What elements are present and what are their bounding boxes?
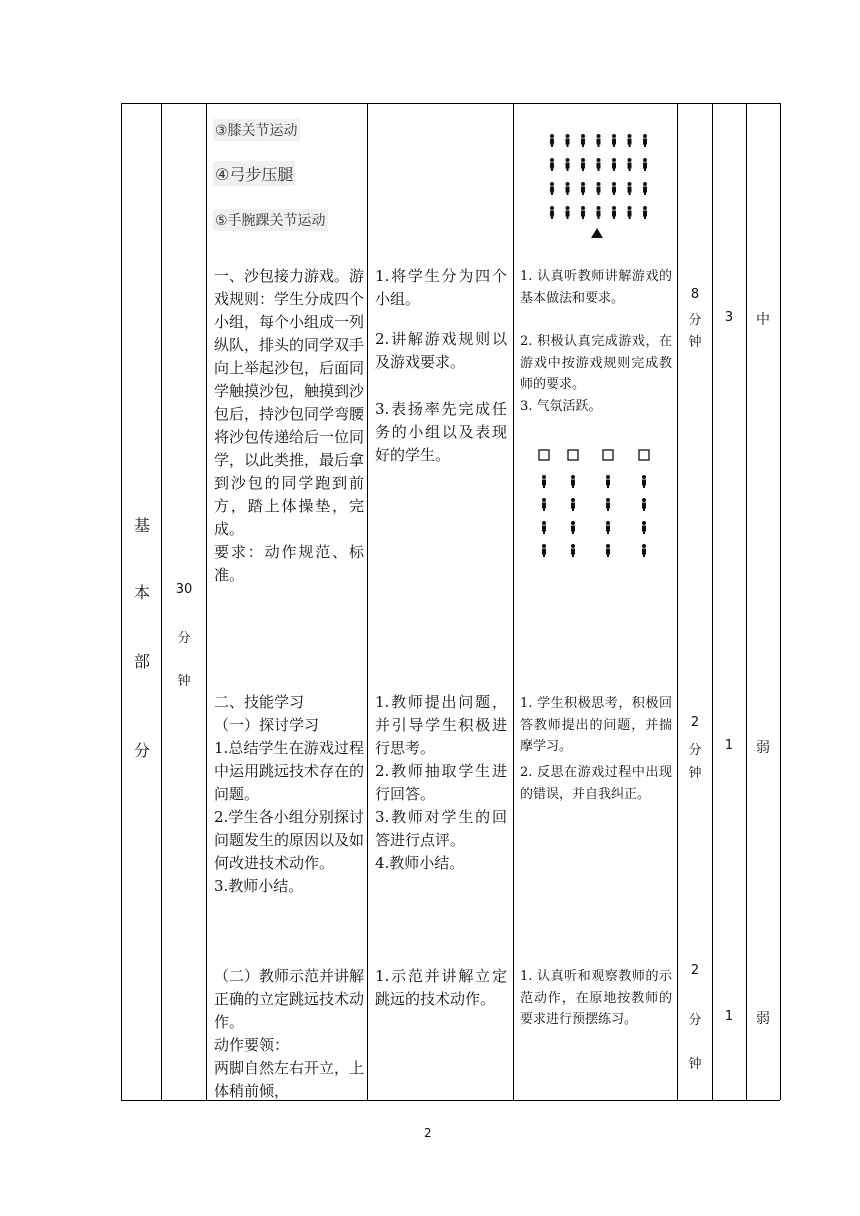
row-intensity: 中 (756, 312, 770, 328)
person-icon (628, 206, 632, 219)
teacher-activity: 2.教师抽取学生进行回答。 (375, 762, 507, 803)
person-icon (571, 475, 575, 488)
person-icon (597, 206, 601, 219)
square-icon (539, 450, 549, 460)
table-divider (746, 103, 747, 1100)
section-time-unit: 分 (177, 631, 191, 646)
student-activity: 1. 认真听教师讲解游戏的基本做法和要求。 (520, 269, 672, 306)
table-border-right (780, 103, 781, 1100)
student-activity: 2. 积极认真完成游戏，在游戏中按游戏规则完成教师的要求。 (520, 334, 672, 392)
teacher-activity: 1.将学生分为四个小组。 (375, 267, 507, 308)
person-icon (628, 134, 632, 147)
person-icon (581, 206, 585, 219)
person-icon (597, 182, 601, 195)
page-number: 2 (424, 1126, 432, 1140)
person-icon (643, 206, 647, 219)
row-content: （二）教师示范并讲解正确的立定跳远技术动作。 动作要领： 两脚自然左右开立，上体稍前倾， (214, 967, 365, 1100)
square-icon (639, 450, 649, 460)
person-icon (550, 206, 554, 219)
table-border-top (121, 103, 780, 104)
person-icon (571, 521, 575, 534)
row-count: 1 (724, 1009, 734, 1024)
row-intensity: 弱 (756, 1011, 770, 1027)
person-icon (581, 134, 585, 147)
row-time-number: 2 (690, 715, 700, 730)
student-activity: 3. 气氛活跃。 (520, 399, 602, 414)
section-label-char: 本 (134, 583, 151, 602)
person-icon (550, 182, 554, 195)
table-divider (513, 103, 514, 1100)
person-icon (550, 134, 554, 147)
formation-diagram-relay (530, 448, 660, 558)
person-icon (597, 134, 601, 147)
warmup-item: ⑤手腕踝关节运动 (213, 209, 328, 231)
person-icon (643, 182, 647, 195)
person-icon (612, 158, 616, 171)
person-icon (542, 475, 546, 488)
person-icon (566, 134, 570, 147)
person-icon (606, 498, 610, 511)
person-icon (642, 498, 646, 511)
row-count: 3 (724, 310, 734, 325)
triangle-icon (591, 228, 603, 238)
person-icon (642, 521, 646, 534)
warmup-item: ④弓步压腿 (213, 161, 295, 186)
row-time-unit: 分 (688, 1013, 702, 1028)
person-icon (566, 182, 570, 195)
row-time-unit: 分 (688, 313, 702, 328)
row-time-unit: 钟 (688, 766, 702, 781)
square-icon (568, 450, 578, 460)
teacher-activity: 3.表扬率先完成任务的小组以及表现好的学生。 (375, 400, 507, 464)
row-time-unit: 钟 (688, 335, 702, 350)
person-icon (542, 544, 546, 557)
student-activity: 2. 反思在游戏过程中出现的错误，并自我纠正。 (520, 765, 672, 802)
person-icon (643, 158, 647, 171)
table-divider (206, 103, 207, 1100)
person-icon (542, 498, 546, 511)
student-activity: 1. 认真听和观察教师的示范动作，在原地按教师的要求进行预摆练习。 (520, 969, 672, 1027)
section-time-number: 30 (175, 582, 193, 597)
person-icon (628, 182, 632, 195)
table-divider (367, 103, 368, 1100)
person-icon (612, 206, 616, 219)
person-icon (550, 158, 554, 171)
section-time-unit: 钟 (177, 674, 191, 689)
teacher-activity: 3.教师对学生的回答进行点评。 (375, 808, 507, 849)
row-time-number: 8 (690, 287, 700, 302)
table-divider (712, 103, 713, 1100)
person-icon (643, 134, 647, 147)
section-label-char: 部 (134, 652, 151, 671)
person-icon (571, 544, 575, 557)
row-intensity: 弱 (756, 740, 770, 756)
person-icon (606, 521, 610, 534)
person-icon (581, 182, 585, 195)
person-icon (571, 498, 575, 511)
person-icon (612, 182, 616, 195)
row-time-unit: 钟 (688, 1057, 702, 1072)
row-count: 1 (724, 738, 734, 753)
section-label-char: 分 (134, 741, 151, 760)
formation-diagram-warmup (540, 130, 660, 245)
teacher-activity: 1.教师提出问题，并引导学生积极进行思考。 (375, 693, 507, 757)
table-divider (677, 103, 678, 1100)
section-label-char: 基 (134, 516, 151, 535)
table-divider (161, 103, 162, 1100)
person-icon (581, 158, 585, 171)
person-icon (628, 158, 632, 171)
person-icon (642, 544, 646, 557)
teacher-activity: 1.示范并讲解立定跳远的技术动作。 (375, 967, 507, 1008)
warmup-item: ③膝关节运动 (213, 119, 300, 141)
person-icon (597, 158, 601, 171)
person-icon (606, 544, 610, 557)
person-icon (542, 521, 546, 534)
person-icon (566, 206, 570, 219)
person-icon (612, 134, 616, 147)
student-activity: 1. 学生积极思考，积极回答教师提出的问题，并揣摩学习。 (520, 696, 672, 754)
square-icon (603, 450, 613, 460)
row-content: 二、技能学习 （一）探讨学习 1.总结学生在游戏过程中运用跳远技术存在的问题。 2.学生各小组分别探讨问题发生的原因以及如何改进技术动作。 3.教师小结。 (214, 693, 365, 895)
table-border-left (121, 103, 122, 1100)
row-time-unit: 分 (688, 743, 702, 758)
row-time-number: 2 (690, 963, 700, 978)
teacher-activity: 2.讲解游戏规则以及游戏要求。 (375, 330, 507, 371)
person-icon (606, 475, 610, 488)
teacher-activity: 4.教师小结。 (375, 854, 465, 872)
person-icon (642, 475, 646, 488)
row-content: 一、沙包接力游戏。游戏规则：学生分成四个小组，每个小组成一列纵队，排头的同学双手向上举起沙包，后面同学触摸沙包，触摸到沙包后，持沙包同学弯腰将沙包传递给后一位同学，以此类推，最后拿到沙包的同学跑到前方，踏上体操垫，完成。 要求：动作规范、标准。 (214, 267, 365, 584)
person-icon (566, 158, 570, 171)
